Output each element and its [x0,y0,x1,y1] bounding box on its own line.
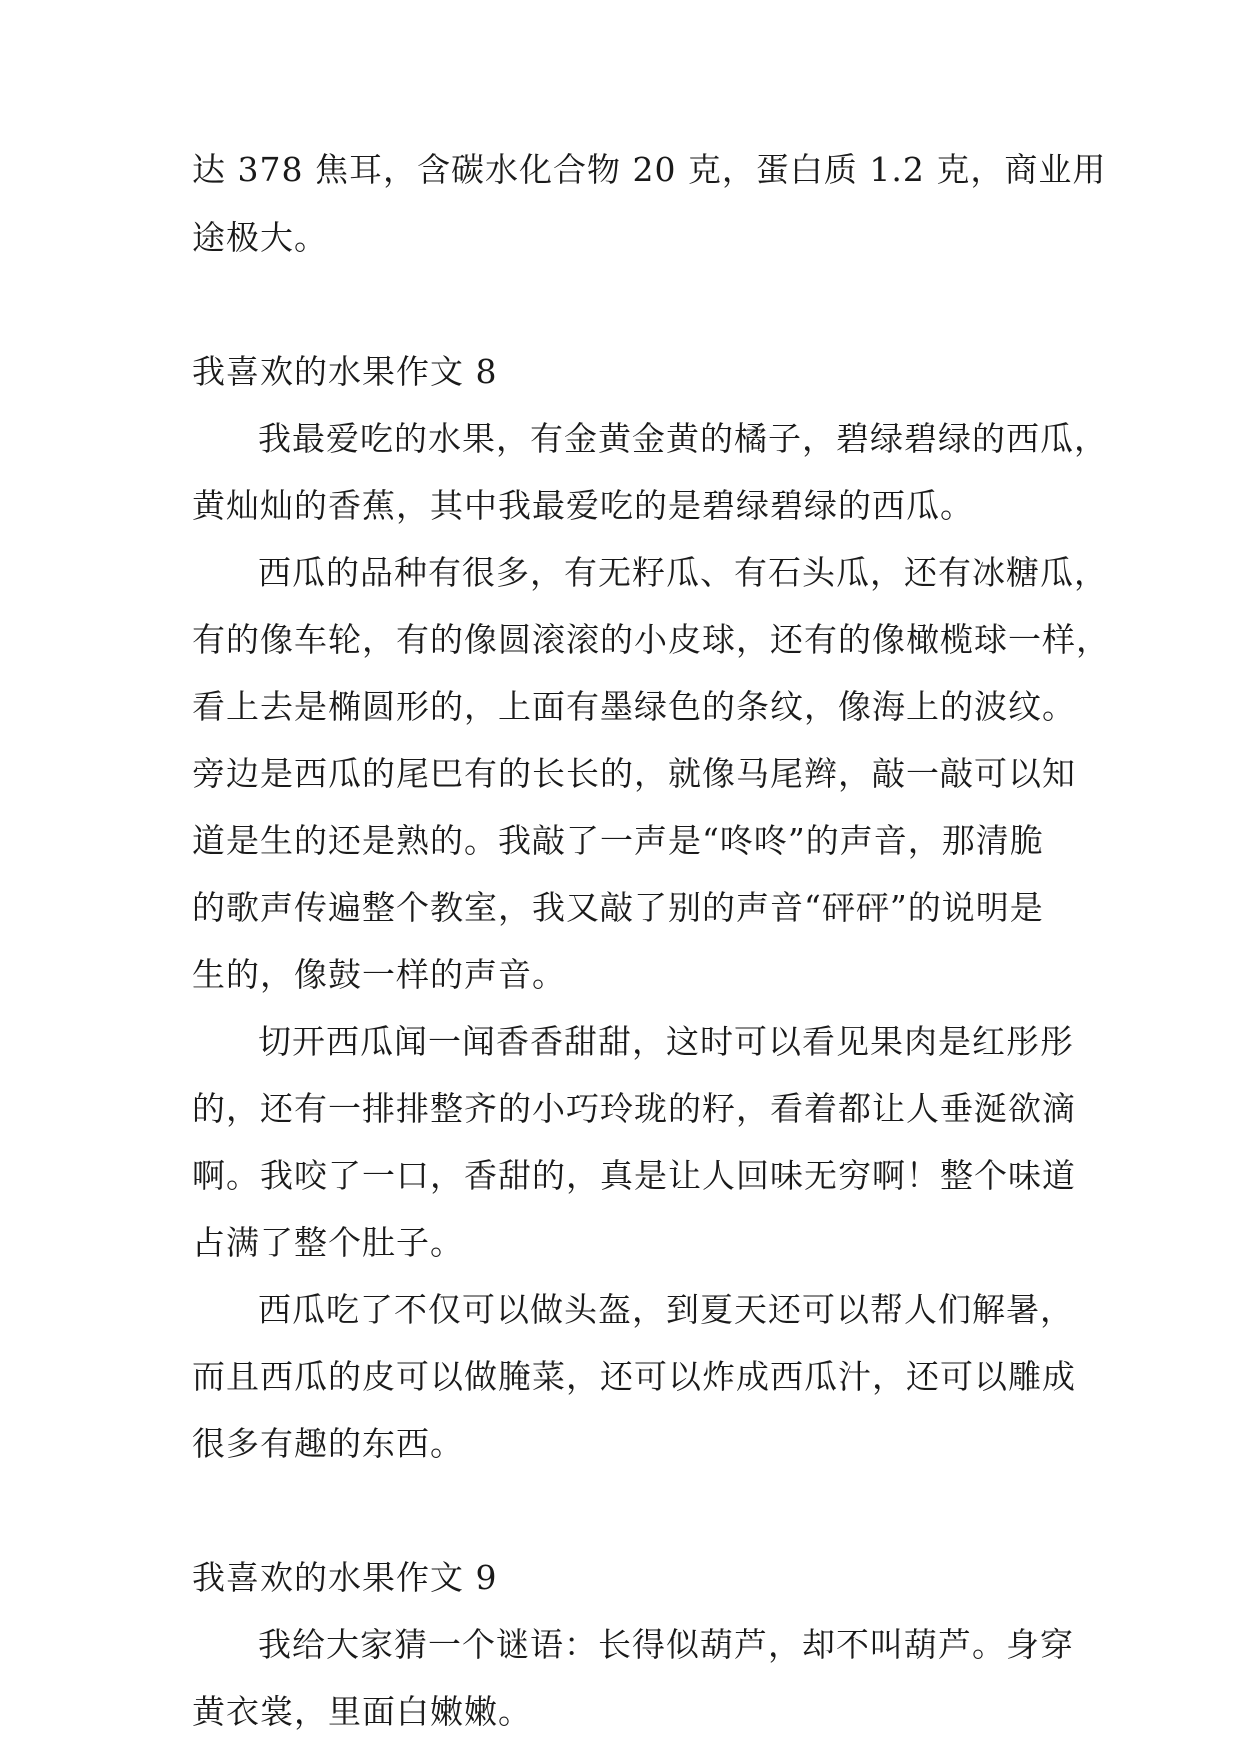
section-8-line-6: 旁边是西瓜的尾巴有的长长的，就像马尾辫，敲一敲可以知 [192,754,1076,793]
section-8-line-3: 西瓜的品种有很多，有无籽瓜、有石头瓜，还有冰糖瓜， [258,553,1108,592]
section-8-line-8: 的歌声传遍整个教室，我又敲了别的声音“砰砰”的说明是 [192,888,1044,927]
section-8-line-4: 有的像车轮，有的像圆滚滚的小皮球，还有的像橄榄球一样， [192,620,1110,659]
section-8-line-5: 看上去是椭圆形的，上面有墨绿色的条纹，像海上的波纹。 [192,687,1076,726]
section-8-line-12: 啊。我咬了一口，香甜的，真是让人回味无穷啊！整个味道 [192,1156,1076,1195]
intro-line-1: 达 378 焦耳，含碳水化合物 20 克，蛋白质 1.2 克，商业用 [192,150,1107,189]
intro-line-2: 途极大。 [192,218,328,257]
section-8-line-10: 切开西瓜闻一闻香香甜甜，这时可以看见果肉是红彤彤 [258,1022,1074,1061]
section-8-line-7: 道是生的还是熟的。我敲了一声是“咚咚”的声音，那清脆 [192,821,1044,860]
section-8-line-13: 占满了整个肚子。 [192,1223,464,1262]
section-9-line-1: 我给大家猜一个谜语：长得似葫芦，却不叫葫芦。身穿 [258,1625,1074,1664]
section-8-heading: 我喜欢的水果作文 8 [192,352,498,391]
section-8-line-15: 而且西瓜的皮可以做腌菜，还可以炸成西瓜汁，还可以雕成 [192,1357,1076,1396]
section-8-line-14: 西瓜吃了不仅可以做头盔，到夏天还可以帮人们解暑， [258,1290,1074,1329]
section-8-line-16: 很多有趣的东西。 [192,1424,464,1463]
section-8-line-1: 我最爱吃的水果，有金黄金黄的橘子，碧绿碧绿的西瓜， [258,419,1108,458]
section-9-line-2: 黄衣裳，里面白嫩嫩。 [192,1692,532,1731]
section-8-line-11: 的，还有一排排整齐的小巧玲珑的籽，看着都让人垂涎欲滴 [192,1089,1076,1128]
section-8-line-9: 生的，像鼓一样的声音。 [192,955,566,994]
section-8-line-2: 黄灿灿的香蕉，其中我最爱吃的是碧绿碧绿的西瓜。 [192,486,974,525]
section-9-heading: 我喜欢的水果作文 9 [192,1558,498,1597]
